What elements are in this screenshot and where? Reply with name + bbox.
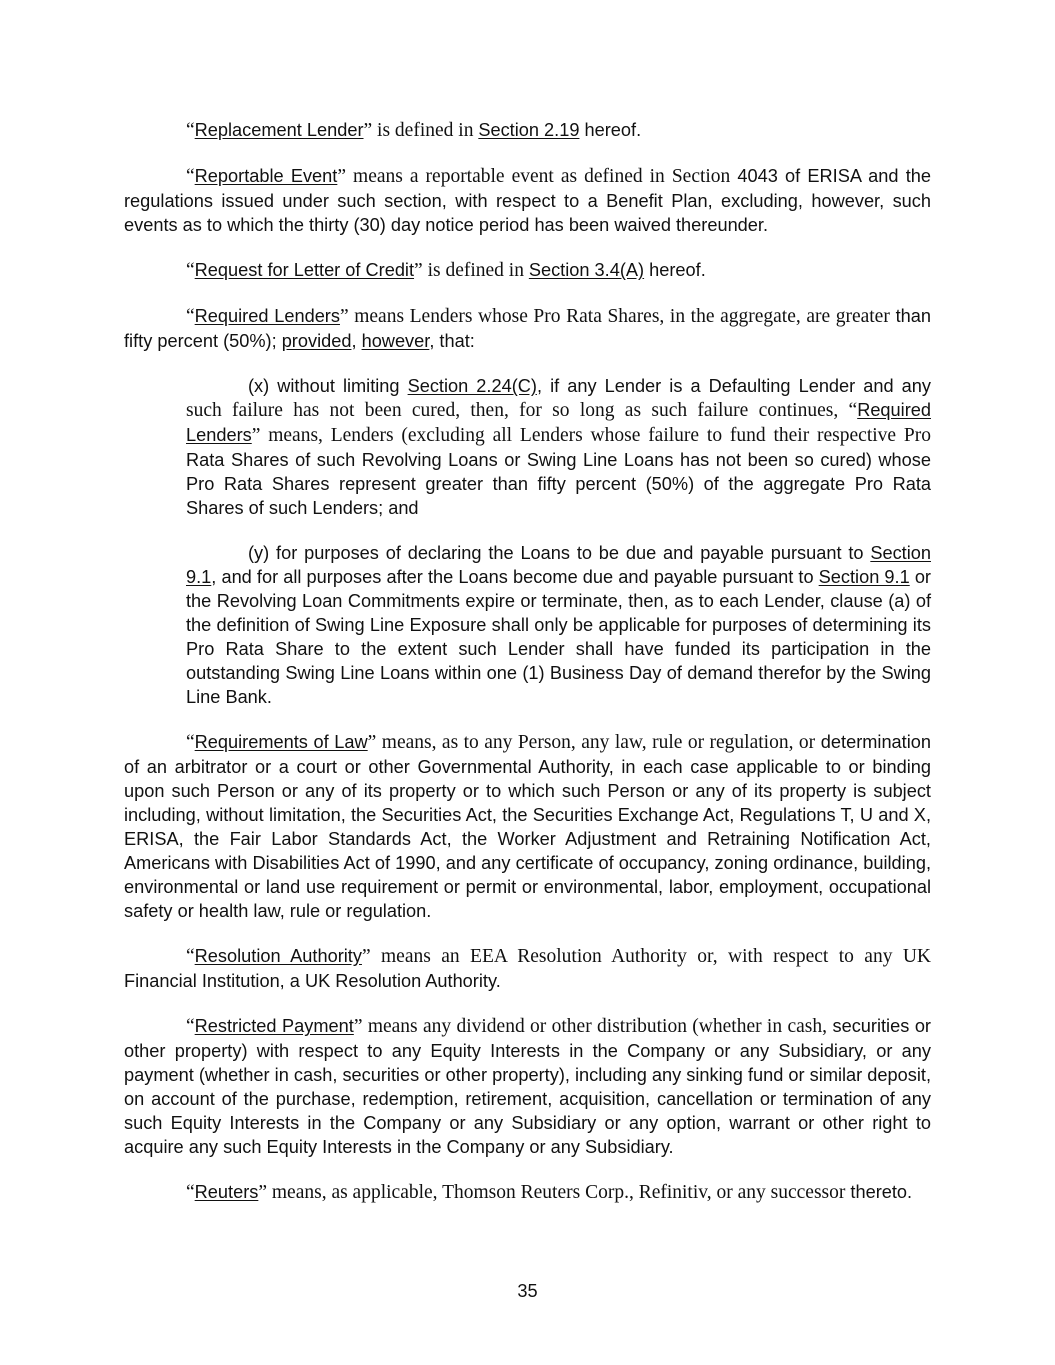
definition-text: securities or other property) with respect to any Equity Interests in the Company or any Subsidiary, or any payment (whether in cash, securities or other property), including any sinking fund or similar deposit, on account of the purchase, redemption, retirement, acquisition, cancellation or termination of any such Equity Interests in the Company or any Subsidiary or any option, warrant or other right to acquire any such Equity Interests in the Company or any Subsidiary. xyxy=(124,1016,931,1157)
section-reference: Section 9.1 xyxy=(818,567,910,587)
definition-text: than fifty percent (50%); xyxy=(124,306,932,351)
defined-term: Required Lenders xyxy=(186,400,931,445)
definition-text: means an EEA Resolution Authority or, with respect to any UK xyxy=(370,946,932,967)
close-quote: ” xyxy=(251,425,261,446)
defined-term: Request for Letter of Credit xyxy=(194,260,415,280)
clause-y xyxy=(186,541,931,709)
page-number: 35 xyxy=(517,1281,538,1301)
definition-text: hereof. xyxy=(644,260,706,280)
definition-text: means any dividend or other distribution (whether in cash, xyxy=(362,1016,827,1037)
defined-term: Reportable Event xyxy=(194,166,338,186)
section-reference: Section 3.4(A) xyxy=(528,260,645,280)
open-quote: “ xyxy=(186,732,195,753)
defined-term: Restricted Payment xyxy=(194,1016,354,1036)
definition-reuters xyxy=(124,1180,931,1205)
close-quote: ” xyxy=(363,120,373,141)
clause-text: or the Revolving Loan Commitments expire or terminate, then, as to each Lender, clause (a) of the definition of Swing Line Exposure shall only be applicable for purposes of determining its Pro Rata Share to the extent such Lender shall have funded its participation in the outstanding Swing Line Loans within one (1) Business Day of demand therefor by the Swing Line Bank. xyxy=(186,567,931,707)
definition-text: , that: xyxy=(429,331,475,351)
open-quote: “ xyxy=(186,1016,195,1037)
definition-text: is defined in xyxy=(372,120,479,141)
open-quote: “ xyxy=(186,1182,195,1203)
open-quote: “ xyxy=(186,166,195,187)
definition-resolution-authority xyxy=(124,944,931,993)
clause-text: (y) for purposes of declaring the Loans to be due and payable pursuant to xyxy=(248,543,871,563)
definition-reportable-event xyxy=(124,164,931,237)
close-quote: ” xyxy=(367,732,377,753)
definition-requirements-of-law xyxy=(124,730,931,923)
definition-request-for-letter-of-credit xyxy=(124,258,931,283)
clause-text: such failure has not been cured, then, for so long as such failure continues, xyxy=(186,400,849,421)
separator: , xyxy=(351,331,362,351)
definition-text: means Lenders whose Pro Rata Shares, in the aggregate, are greater xyxy=(348,306,890,327)
section-reference: Section 2.19 xyxy=(478,120,580,140)
defined-term: Replacement Lender xyxy=(194,120,364,140)
definition-text: Financial Institution, a UK Resolution Authority. xyxy=(124,971,501,991)
close-quote: ” xyxy=(258,1182,267,1203)
definition-text: hereof. xyxy=(579,120,642,140)
clause-x xyxy=(186,374,931,520)
defined-term: Requirements of Law xyxy=(194,732,368,752)
defined-term: Reuters xyxy=(194,1182,259,1202)
defined-term: Required Lenders xyxy=(194,306,340,326)
provided-term: provided xyxy=(281,331,352,351)
close-quote: ” xyxy=(353,1016,363,1037)
clause-text: Rata Shares of such Revolving Loans or Swing Line Loans has not been so cured) whose Pro Rata Shares represent greater than fifty percent (50%) of the aggregate Pro Rata Shares of such Lenders; and xyxy=(186,450,931,518)
open-quote: “ xyxy=(848,400,858,421)
close-quote: ” xyxy=(339,306,349,327)
section-reference: Section 9.1 xyxy=(186,543,931,587)
close-quote: ” xyxy=(337,166,346,187)
definition-text: determination of an arbitrator or a court or other Governmental Authority, in each case applicable to or binding upon such Person or any of its property or to which such Person or any of its property is subject including, without limitation, the Securities Act, the Securities Exchange Act, Regulations T, U and X, ERISA, the Fair Labor Standards Act, the Worker Adjustment and Retraining Notification Act, Americans with Disabilities Act of 1990, and any certificate of occupancy, zoning ordinance, building, environmental or land use requirement or permit or environmental, labor, employment, occupational safety or health law, rule or regulation. xyxy=(124,732,932,921)
open-quote: “ xyxy=(186,306,195,327)
clause-text: (x) without limiting xyxy=(248,376,408,396)
however-term: however xyxy=(361,331,430,351)
section-reference: Section 2.24(C) xyxy=(407,376,537,396)
open-quote: “ xyxy=(186,260,195,281)
document-page xyxy=(124,118,931,1226)
open-quote: “ xyxy=(186,946,195,967)
close-quote: ” xyxy=(414,260,423,281)
defined-term: Resolution Authority xyxy=(194,946,362,966)
clause-text: , if any Lender is a Defaulting Lender and any xyxy=(536,376,931,396)
definition-text: thereto. xyxy=(845,1182,913,1202)
definition-text: 4043 of ERISA and the regulations issued under such section, with respect to a Benefit Plan, excluding, however, such events as to which the thirty (30) day notice period has been waived thereunder. xyxy=(124,166,931,235)
close-quote: ” xyxy=(361,946,371,967)
open-quote: “ xyxy=(186,120,195,141)
definition-text: means a reportable event as defined in Section xyxy=(346,166,738,187)
definition-text: means, as to any Person, any law, rule or regulation, or xyxy=(376,732,816,753)
definition-replacement-lender xyxy=(124,118,931,143)
definition-restricted-payment xyxy=(124,1014,931,1159)
definition-text: means, as applicable, Thomson Reuters Corp., Refinitiv, or any successor xyxy=(267,1182,846,1203)
definition-text: is defined in xyxy=(422,260,529,281)
definition-required-lenders xyxy=(124,304,931,353)
clause-text: means, Lenders (excluding all Lenders whose failure to fund their respective Pro xyxy=(260,425,931,446)
clause-text: , and for all purposes after the Loans become due and payable pursuant to xyxy=(211,567,819,587)
